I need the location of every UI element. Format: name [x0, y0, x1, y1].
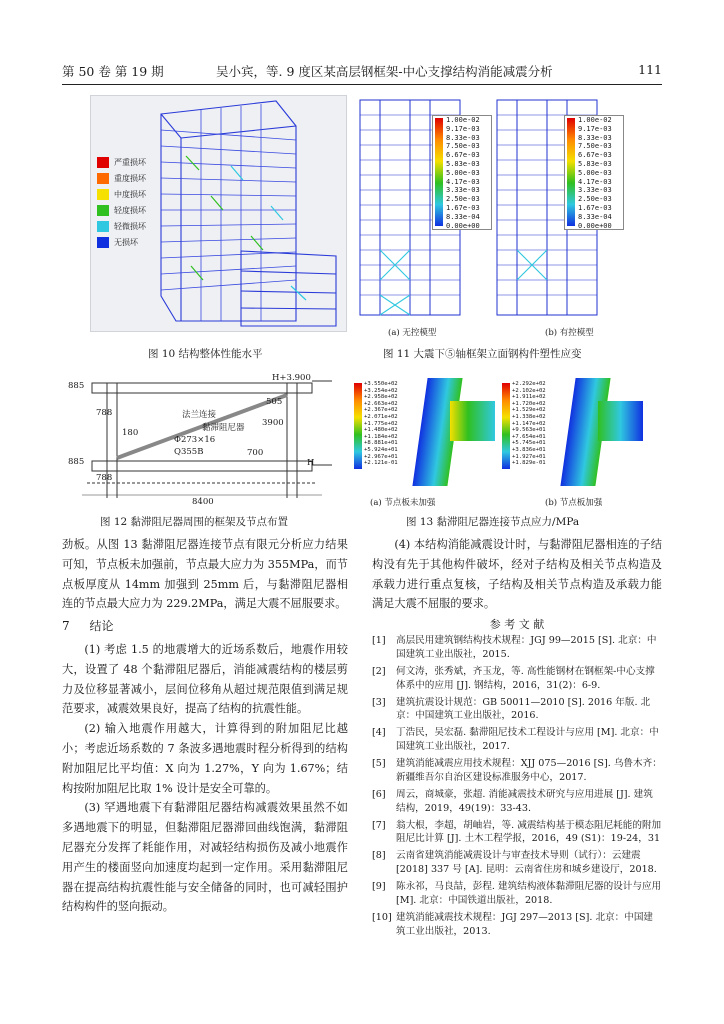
legend-item [97, 170, 146, 186]
colorbar-labels [578, 116, 612, 230]
legend-swatch [97, 221, 109, 232]
label-w3: 700 [247, 448, 264, 458]
legend-item [97, 154, 146, 170]
reference-item [372, 880, 662, 908]
figure-11-caption: 图 11 大震下⑤轴框架立面钢构件塑性应变 [383, 348, 582, 360]
colorbar-a [432, 115, 492, 230]
colorbar-tick-label: +5.745e+01 [512, 440, 546, 447]
colorbar-tick-label: 0.00e+00 [446, 221, 480, 230]
colorbar-tick-label: 1.67e-03 [578, 203, 612, 212]
label-span: 8400 [192, 497, 214, 507]
colorbar-tick-label: 2.50e-03 [578, 195, 612, 204]
legend-swatch [97, 189, 109, 200]
figure-12-caption: 图 12 黏滞阻尼器周围的框架及节点布置 [100, 516, 289, 528]
colorbar-tick-label: +2.292e+02 [512, 381, 546, 387]
legend-item [97, 218, 146, 234]
reference-text: 何文涛，张秀斌，齐玉龙，等. 高性能钢材在钢框架-中心支撑体系中的应用 [J]. 钢结构，2016，31(2)：6-9. [396, 665, 655, 691]
page-number: 111 [638, 62, 662, 77]
reference-text: 云南省建筑消能减震设计与审查技术导则（试行）：云建震 [2018] 337 号 [A]. 昆明：云南省住房和城乡建设厅，2018. [396, 850, 657, 876]
legend-item [97, 234, 146, 250]
figure-11a-label: (a) 无控模型 [388, 328, 437, 338]
colorbar-tick-label: 1.67e-03 [446, 203, 480, 212]
figure-11-image [352, 95, 645, 335]
paragraph: (2) 输入地震作用越大，计算得到的附加阻尼比越小；考虑近场系数的 7 条波多遇地震时程分析得到的结构附加阻尼比平均值：X 向为 1.27%，Y 向为 1.67%；结构按附加阻尼比取 1% 设计是安全可靠的。 [62, 722, 348, 795]
colorbar-tick-label: 4.17e-03 [446, 177, 480, 186]
reference-number: [5] [372, 758, 386, 770]
legend-label: 严重损坏 [114, 157, 146, 167]
colorbar-tick-label: 5.83e-03 [446, 159, 480, 168]
reference-item [372, 788, 662, 816]
references-list [372, 634, 662, 942]
label-h: H [307, 458, 315, 468]
reference-text: 丁浩民，吴宏磊. 黏滞阻尼技术工程设计与应用 [M]. 北京：中国建筑工业出版社，2017. [396, 727, 659, 753]
colorbar-tick-label: 7.50e-03 [446, 142, 480, 151]
colorbar-tick-label: 7.50e-03 [578, 142, 612, 151]
paragraph: 劲板。从图 13 黏滞阻尼器连接节点有限元分析应力结果可知，节点板未加强前，节点最大应力为 355MPa，而节点板厚度从 14mm 加强到 25mm 后，与黏滞阻尼器相连的节点最大应力为 229.2MPa，满足大震不屈服要求。 [62, 538, 348, 611]
figure-13-caption: 图 13 黏滞阻尼器连接节点应力/MPa [406, 516, 580, 528]
colorbar-tick-label: 8.33e-04 [446, 212, 480, 221]
reference-number: [6] [372, 788, 386, 800]
colorbar-tick-label: +1.184e+02 [364, 433, 398, 440]
colorbar-tick-label: 8.33e-04 [578, 212, 612, 221]
legend-label: 重度损坏 [114, 173, 146, 183]
label-w1: 788 [96, 408, 113, 418]
reference-text: 周云，商城豪，张超. 消能减震技术研究与应用进展 [J]. 建筑结构，2019，49(19)：33-43. [396, 788, 653, 814]
reference-text: 翁大根，李超，胡岫岩，等. 减震结构基于模态阻尼耗能的附加阻尼比计算 [J]. 土木工程学报，2016，49 (S1)：19-24，31 [396, 819, 662, 845]
node-plate [598, 401, 643, 441]
paragraph: (1) 考虑 1.5 的地震增大的近场系数后，地震作用较大，设置了 48 个黏滞阻尼器后，消能减震结构的楼层剪力及位移显著减小，层间位移角从超过规范限值到满足规范要求，减震效果良好，提高了结构的抗震性能。 [62, 642, 348, 716]
colorbar-tick-label: +3.254e+02 [364, 387, 398, 394]
reference-number: [1] [372, 635, 386, 646]
colorbar-tick-label: +1.529e+02 [512, 407, 546, 414]
label-side: 180 [122, 428, 139, 438]
legend-label: 轻度损坏 [114, 205, 146, 215]
colorbar-tick-label: 5.83e-03 [578, 159, 612, 168]
reference-number: [7] [372, 819, 386, 831]
reference-number: [4] [372, 727, 386, 739]
colorbar-tick-label: 9.17e-03 [446, 124, 480, 133]
journal-issue: 第 50 卷 第 19 期 [62, 64, 164, 79]
reference-item [372, 757, 662, 785]
colorbar-tick-label: +1.911e+02 [512, 394, 546, 401]
reference-text: 建筑消能减震技术规程：JGJ 297—2013 [S]. 北京：中国建筑工业出版社，2013. [396, 912, 654, 937]
reference-text: 高层民用建筑钢结构技术规程：JGJ 99—2015 [S]. 北京：中国建筑工业出版社，2015. [396, 635, 657, 660]
label-d3: 885 [68, 457, 85, 467]
section-title: 结论 [89, 619, 114, 634]
colorbar-tick-label: +1.147e+02 [512, 420, 546, 427]
reference-number: [2] [372, 665, 386, 677]
colorbar-tick-label: +2.958e+02 [364, 394, 398, 401]
damage-legend [97, 154, 146, 250]
stress-contour-b [500, 373, 645, 488]
colorbar-labels [446, 116, 480, 230]
reference-item [372, 634, 662, 662]
header-rule [62, 84, 662, 85]
reference-number: [8] [372, 850, 386, 862]
running-title: 吴小宾，等. 9 度区某高层钢框架-中心支撑结构消能减震分析 [216, 64, 553, 79]
legend-swatch [97, 205, 109, 216]
right-column-text [372, 535, 662, 614]
figure-13b-label: (b) 节点板加强 [545, 498, 603, 508]
colorbar-tick-label: +2.663e+02 [364, 400, 398, 407]
colorbar-gradient [435, 118, 443, 226]
colorbar-tick-label: 6.67e-03 [446, 151, 480, 160]
stress-contour-a [352, 373, 497, 488]
label-pipe: Φ273×16 [174, 435, 216, 445]
colorbar-tick-label: 1.00e-02 [446, 116, 480, 124]
colorbar-tick-label: 5.00e-03 [578, 168, 612, 177]
reference-item [372, 665, 662, 693]
colorbar-tick-label: 1.00e-02 [578, 116, 612, 124]
legend-swatch [97, 173, 109, 184]
legend-label: 无损坏 [114, 237, 138, 247]
legend-swatch [97, 237, 109, 248]
colorbar-tick-label: +1.720e+02 [512, 400, 546, 407]
reference-item [372, 696, 662, 724]
colorbar-tick-label: +5.924e+01 [364, 446, 398, 453]
colorbar-tick-label: 4.17e-03 [578, 177, 612, 186]
legend-item [97, 202, 146, 218]
paragraph: (3) 罕遇地震下有黏滞阻尼器结构减震效果虽然不如多遇地震下的明显，但黏滞阻尼器滞回曲线饱满，黏滞阻尼器充分发挥了耗能作用，对减轻结构损伤及减小地震作用产生的楼面竖向加速度均起到一定作用。采用黏滞阻尼器在提高结构抗震性能与安全储备的同时，也可减轻围护结构构件的竖向振动。 [62, 801, 348, 914]
reference-number: [9] [372, 881, 386, 893]
figure-12-drawing [62, 373, 345, 509]
left-column-text [62, 535, 348, 917]
colorbar-labels [364, 381, 398, 467]
colorbar-tick-label: +1.927e+01 [512, 453, 546, 460]
label-w2: 788 [96, 473, 113, 483]
colorbar-tick-label: 3.33e-03 [446, 186, 480, 195]
colorbar-tick-label: 5.00e-03 [446, 168, 480, 177]
colorbar-tick-label: +2.121e-01 [364, 460, 398, 467]
colorbar-tick-label: +9.563e+01 [512, 427, 546, 434]
colorbar-tick-label: +8.881e+01 [364, 440, 398, 447]
colorbar-gradient [502, 383, 510, 469]
colorbar-tick-label: +2.967e+01 [364, 453, 398, 460]
colorbar-tick-label: +7.654e+01 [512, 433, 546, 440]
colorbar-tick-label: 6.67e-03 [578, 151, 612, 160]
legend-label: 中度损坏 [114, 189, 146, 199]
reference-item [372, 726, 662, 754]
node-plate [450, 401, 495, 441]
section-number: 7 [62, 619, 70, 634]
reference-item [372, 911, 662, 939]
reference-item [372, 849, 662, 877]
reference-number: [10] [372, 912, 392, 924]
colorbar-b [564, 115, 624, 230]
colorbar-tick-label: +2.071e+02 [364, 413, 398, 420]
figure-13-image [352, 373, 645, 501]
reference-text: 陈永祁，马良喆，彭程. 建筑结构液体黏滞阻尼器的设计与应用 [M]. 北京：中国铁道出版社，2018. [396, 881, 662, 907]
legend-item [97, 186, 146, 202]
figure-10-image [90, 95, 347, 332]
reference-item [372, 819, 662, 847]
colorbar-tick-label: +1.775e+02 [364, 420, 398, 427]
legend-label: 轻微损坏 [114, 221, 146, 231]
legend-swatch [97, 157, 109, 168]
label-d4: 505 [266, 397, 283, 407]
label-steel: Q355B [174, 447, 204, 457]
colorbar-tick-label: +3.836e+01 [512, 446, 546, 453]
reference-number: [3] [372, 696, 386, 708]
colorbar-tick-label: 8.33e-03 [578, 133, 612, 142]
colorbar-tick-label: 8.33e-03 [446, 133, 480, 142]
label-damper: 黏滞阻尼器 [202, 423, 245, 433]
label-top-elevation: H+3.900 [272, 373, 311, 383]
colorbar-tick-label: 3.33e-03 [578, 186, 612, 195]
colorbar-tick-label: +2.102e+02 [512, 387, 546, 394]
figure-13a-label: (a) 节点板未加强 [370, 498, 436, 508]
colorbar-labels [512, 381, 546, 467]
label-d1: 885 [68, 381, 85, 391]
colorbar-tick-label: +2.367e+02 [364, 407, 398, 414]
figure-10-caption: 图 10 结构整体性能水平 [148, 348, 263, 360]
section-heading [62, 617, 348, 637]
references-heading: 参 考 文 献 [489, 618, 545, 631]
colorbar-tick-label: +1.829e-01 [512, 460, 546, 467]
colorbar-tick-label: 2.50e-03 [446, 195, 480, 204]
colorbar-tick-label: +3.550e+02 [364, 381, 398, 387]
figure-11b-label: (b) 有控模型 [545, 328, 594, 338]
colorbar-tick-label: 9.17e-03 [578, 124, 612, 133]
paragraph: (4) 本结构消能减震设计时，与黏滞阻尼器相连的子结构没有先于其他构件破坏，经对子结构及相关节点构造及承载力进行重点复核，子结构及相关节点构造及承载力能满足大震不屈服的要求。 [372, 538, 662, 611]
label-flange: 法兰连接 [182, 410, 217, 420]
colorbar-tick-label: +1.338e+02 [512, 413, 546, 420]
colorbar-tick-label: +1.480e+02 [364, 427, 398, 434]
reference-text: 建筑抗震设计规范：GB 50011—2010 [S]. 2016 年版. 北京：中国建筑工业出版社，2016. [396, 696, 651, 722]
reference-text: 建筑消能减震应用技术规程：XJJ 075—2016 [S]. 乌鲁木齐：新疆维吾尔自治区建设标准服务中心，2017. [396, 758, 662, 783]
colorbar-gradient [354, 383, 362, 469]
colorbar-gradient [567, 118, 575, 226]
colorbar-tick-label: 0.00e+00 [578, 221, 612, 230]
label-d2: 3900 [262, 418, 284, 428]
